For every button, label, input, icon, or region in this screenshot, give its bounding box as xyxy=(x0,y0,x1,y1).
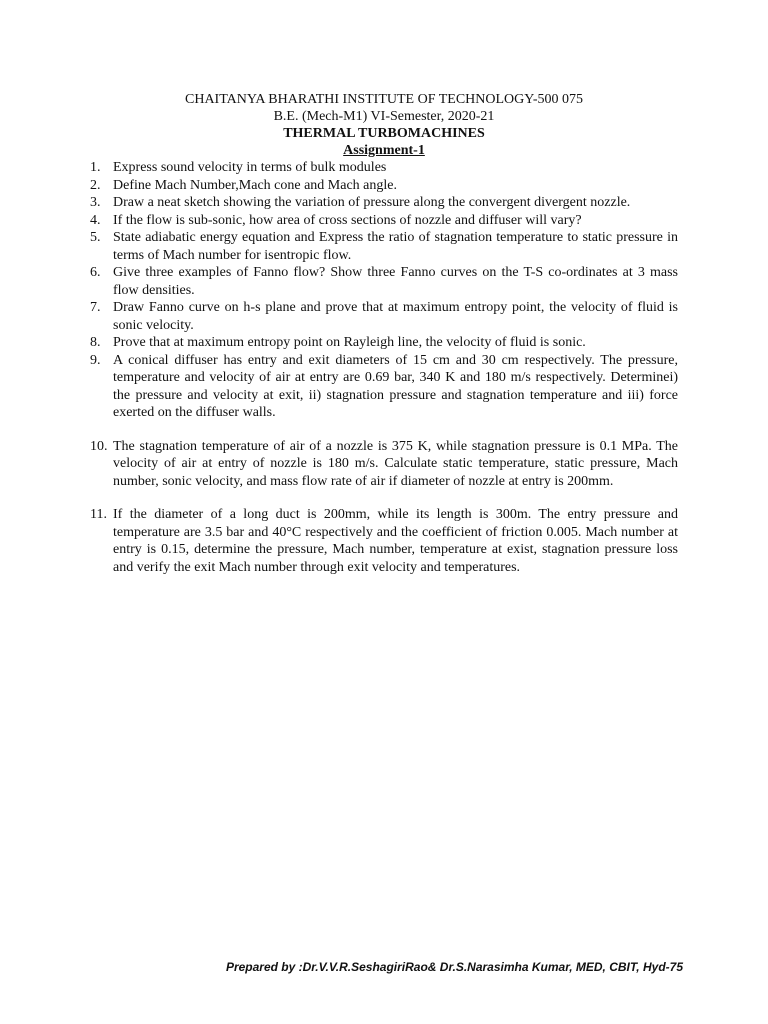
question-number: 6. xyxy=(90,265,101,280)
question-item xyxy=(90,299,678,334)
question-text: If the diameter of a long duct is 200mm, while its length is 300m. The entry pressure and temperature are 3.5 bar and 40°C respectively and the coefficient of friction 0.005. Mach number at entry is 0.15, determine the pressure, Mach number, temperature at exist, stagnation pressure loss and verify the exit Mach number through exit velocity and temperatures. xyxy=(113,507,678,575)
question-number: 10. xyxy=(90,438,108,454)
question-text: The stagnation temperature of air of a nozzle is 375 K, while stagnation pressure is 0.1 MPa. The velocity of air at entry of nozzle is 180 m/s. Calculate static temperature, static pressure, Mach number, sonic velocity, and mass flow rate of air if diameter of nozzle at entry is 200mm. xyxy=(113,438,678,489)
question-item xyxy=(90,438,678,491)
question-text: Give three examples of Fanno flow? Show three Fanno curves on the T-S co-ordinates at 3 mass flow densities. xyxy=(113,265,678,298)
question-number: 5. xyxy=(90,230,101,245)
question-item xyxy=(90,159,678,177)
question-number: 8. xyxy=(90,335,101,350)
question-item xyxy=(90,506,678,576)
course-info: B.E. (Mech-M1) VI-Semester, 2020-21 xyxy=(273,109,495,124)
question-number: 9. xyxy=(90,352,101,368)
question-text: Prove that at maximum entropy point on Rayleigh line, the velocity of fluid is sonic. xyxy=(113,335,586,350)
question-item xyxy=(90,334,678,352)
question-text: Draw a neat sketch showing the variation of pressure along the convergent divergent nozzle. xyxy=(113,195,631,210)
question-item xyxy=(90,264,678,299)
question-text: A conical diffuser has entry and exit diameters of 15 cm and 30 cm respectively. The pressure, temperature and velocity of air at entry are 0.69 bar, 340 K and 180 m/s respectively. Determinei) the pressure and velocity at exit, ii) stagnation pressure and stagnation temperature and iii) force exerted on the diffuser walls. xyxy=(113,352,678,420)
question-item xyxy=(90,212,678,230)
document-header xyxy=(0,91,768,159)
question-text: If the flow is sub-sonic, how area of cross sections of nozzle and diffuser will vary? xyxy=(113,212,582,228)
question-item xyxy=(90,352,678,422)
question-text: State adiabatic energy equation and Express the ratio of stagnation temperature to static pressure in terms of Mach number for isentropic flow. xyxy=(113,230,678,263)
question-number: 3. xyxy=(90,195,101,210)
question-text: Draw Fanno curve on h-s plane and prove that at maximum entropy point, the velocity of fluid is sonic velocity. xyxy=(113,300,678,333)
question-item xyxy=(90,229,678,264)
assignment-title: Assignment-1 xyxy=(343,143,425,158)
question-item xyxy=(90,177,678,195)
question-item xyxy=(90,194,678,212)
question-number: 2. xyxy=(90,177,101,193)
question-number: 11. xyxy=(90,507,107,522)
question-text: Define Mach Number,Mach cone and Mach angle. xyxy=(113,177,397,193)
question-number: 4. xyxy=(90,212,101,228)
question-text: Express sound velocity in terms of bulk modules xyxy=(113,160,387,175)
prepared-by-footer: Prepared by :Dr.V.V.R.SeshagiriRao& Dr.S.Narasimha Kumar, MED, CBIT, Hyd-75 xyxy=(225,960,683,974)
institute-name: CHAITANYA BHARATHI INSTITUTE OF TECHNOLOGY-500 075 xyxy=(185,92,583,107)
question-number: 7. xyxy=(90,300,101,315)
question-list xyxy=(90,159,678,576)
subject-title: THERMAL TURBOMACHINES xyxy=(283,126,485,141)
question-number: 1. xyxy=(90,160,101,175)
